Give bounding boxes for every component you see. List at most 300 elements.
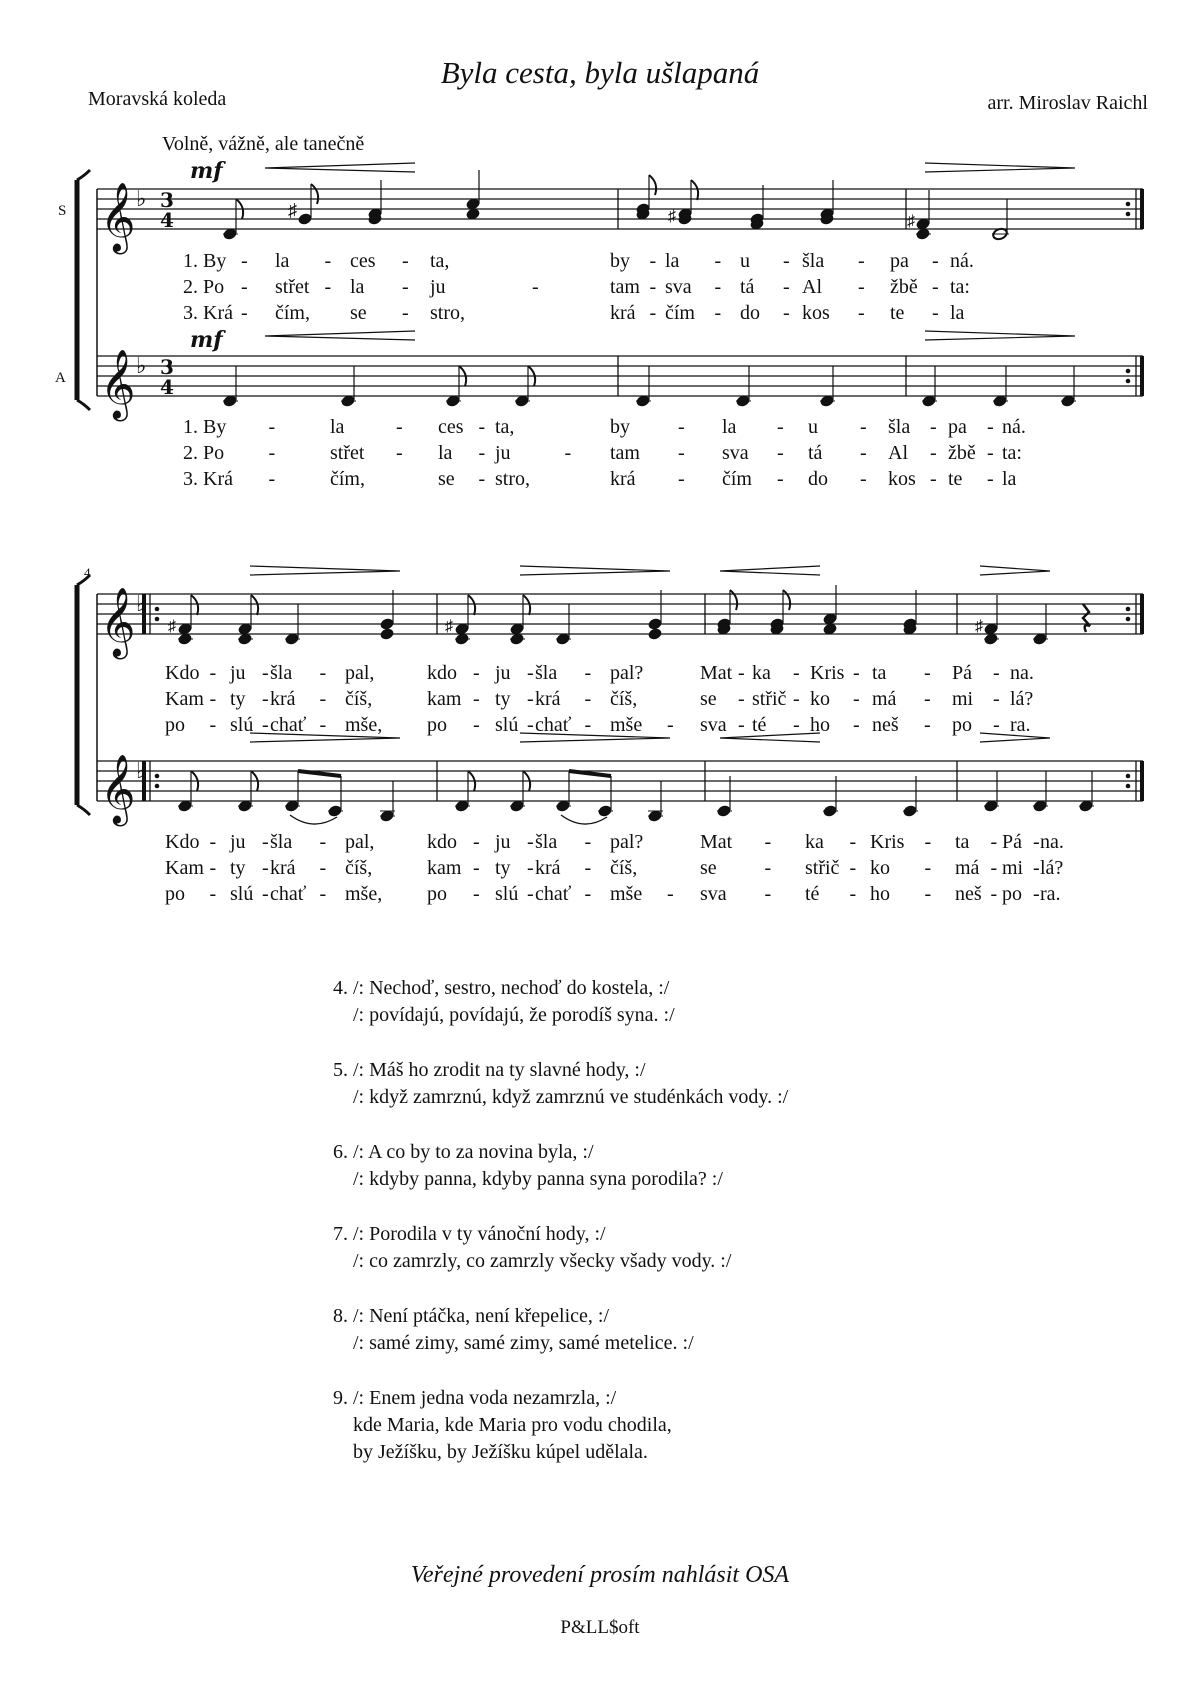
lyric-syllable: Al <box>802 276 822 298</box>
lyric-syllable: te <box>890 302 905 324</box>
verse-9: 9. /: Enem jedna voda nezamrzla, :/ kde Maria, kde Maria pro vodu chodila, by Ježíšku, by Ježíšku kúpel udělala. <box>333 1387 672 1463</box>
lyric-syllable: sva <box>700 714 727 736</box>
lyric-syllable: šla <box>270 831 293 853</box>
lyric-syllable: ju <box>230 662 246 684</box>
lyric-syllable: lá? <box>1040 857 1064 879</box>
lyric-hyphen: - <box>678 416 685 438</box>
lyric-syllable: kdo <box>427 831 457 853</box>
lyric-hyphen: - <box>764 857 772 879</box>
lyric-hyphen: - <box>858 276 865 298</box>
lyric-syllable: by <box>610 250 630 272</box>
lyric-hyphen: - <box>793 688 800 710</box>
lyric-syllable: ko <box>810 688 830 710</box>
lyric-syllable: po <box>165 883 185 905</box>
lyric-hyphen: - <box>858 302 865 324</box>
svg-text:♯: ♯ <box>168 618 176 635</box>
lyric-syllable: la <box>275 250 290 272</box>
lyric-hyphen: - <box>932 302 939 324</box>
lyric-hyphen: - <box>564 442 572 464</box>
lyric-syllable: číš, <box>345 857 373 879</box>
lyric-hyphen: - <box>241 302 248 324</box>
lyric-syllable: chať <box>270 714 307 736</box>
lyric-syllable: po <box>952 714 972 736</box>
lyric-syllable: slú <box>495 883 519 905</box>
lyric-hyphen: - <box>319 662 327 684</box>
lyric-hyphen: - <box>932 276 939 298</box>
lyric-syllable: 3. Krá <box>183 468 233 490</box>
lyric-syllable: ta: <box>1002 442 1022 464</box>
svg-text:4: 4 <box>160 208 174 232</box>
lyric-hyphen: - <box>667 714 674 736</box>
treble-clef-icon: 𝄞 <box>100 182 136 252</box>
svg-text:3: 3 <box>160 188 174 212</box>
lyric-hyphen: - <box>993 714 1000 736</box>
lyric-syllable: neš <box>872 714 899 736</box>
lyric-syllable: Mat <box>700 831 733 853</box>
lyric-syllable: sva <box>665 276 692 298</box>
lyric-hyphen: - <box>987 442 994 464</box>
lyric-syllable: lá? <box>1010 688 1034 710</box>
verse-4: 4. /: Nechoď, sestro, nechoď do kostela, :/ /: povídajú, povídajú, že porodíš syna. :/ <box>333 977 675 1026</box>
lyric-hyphen: - <box>714 276 722 298</box>
lyric-syllable: tá <box>740 276 755 298</box>
lyric-syllable: stro, <box>430 302 465 324</box>
lyric-syllable: slú <box>495 714 519 736</box>
lyric-syllable: pal, <box>345 831 375 853</box>
lyric-syllable: Kdo <box>165 662 200 684</box>
lyric-hyphen: - <box>209 883 217 905</box>
voice-label-soprano: S <box>58 203 67 219</box>
lyric-syllable: té <box>752 714 767 736</box>
lyric-hyphen: - <box>1033 857 1040 879</box>
lyric-hyphen: - <box>990 857 998 879</box>
lyric-syllable: šla <box>535 662 558 684</box>
dynamic-mf-alto: mf <box>190 327 223 353</box>
lyric-hyphen: - <box>990 883 998 905</box>
lyric-hyphen: - <box>473 688 480 710</box>
lyric-hyphen: - <box>268 442 276 464</box>
lyric-syllable: Mat <box>700 662 733 684</box>
lyric-hyphen: - <box>993 662 1000 684</box>
lyric-syllable: 1. By <box>183 416 227 438</box>
lyric-syllable: Al <box>888 442 908 464</box>
lyric-syllable: číš, <box>610 857 638 879</box>
lyric-hyphen: - <box>777 416 784 438</box>
lyric-hyphen: - <box>527 688 534 710</box>
lyric-syllable: ju <box>430 276 446 298</box>
lyric-hyphen: - <box>262 883 269 905</box>
lyric-syllable: kos <box>888 468 916 490</box>
lyric-syllable: tá <box>808 442 823 464</box>
lyric-hyphen: - <box>532 276 539 298</box>
lyric-syllable: Kris <box>870 831 905 853</box>
lyric-hyphen: - <box>319 857 327 879</box>
lyric-syllable: má <box>955 857 980 879</box>
lyric-hyphen: - <box>324 276 332 298</box>
lyric-syllable: ty <box>230 688 246 710</box>
lyric-syllable: pal? <box>610 831 644 853</box>
lyric-syllable: sva <box>700 883 727 905</box>
lyric-syllable: se <box>438 468 455 490</box>
lyric-hyphen: - <box>853 662 860 684</box>
lyric-syllable: ju <box>495 662 511 684</box>
lyric-syllable: mše <box>610 883 643 905</box>
lyric-syllable: do <box>808 468 828 490</box>
lyric-hyphen: - <box>584 857 592 879</box>
lyric-hyphen: - <box>319 831 327 853</box>
lyric-syllable: střič <box>805 857 840 879</box>
lyric-syllable: pa <box>948 416 967 438</box>
lyric-hyphen: - <box>930 468 937 490</box>
lyric-hyphen: - <box>783 250 790 272</box>
lyric-syllable: pal, <box>345 662 375 684</box>
lyric-hyphen: - <box>987 468 994 490</box>
lyric-hyphen: - <box>209 662 217 684</box>
lyric-hyphen: - <box>473 883 480 905</box>
lyric-syllable: krá <box>535 857 561 879</box>
lyric-hyphen: - <box>319 883 327 905</box>
lyric-syllable: la <box>330 416 345 438</box>
lyric-syllable: ta <box>872 662 887 684</box>
lyric-hyphen: - <box>402 250 409 272</box>
lyric-hyphen: - <box>990 831 998 853</box>
svg-text:♯: ♯ <box>668 208 676 225</box>
lyric-syllable: se <box>700 857 717 879</box>
lyric-hyphen: - <box>584 714 592 736</box>
publisher-brand: P&LL$oft <box>560 1617 640 1638</box>
lyric-hyphen: - <box>1033 883 1040 905</box>
soprano-notes-1 <box>223 170 1009 241</box>
lyric-syllable: střič <box>752 688 787 710</box>
lyric-syllable: číš, <box>345 688 373 710</box>
lyric-syllable: chať <box>535 883 572 905</box>
lyric-syllable: la <box>438 442 453 464</box>
lyric-hyphen: - <box>473 831 480 853</box>
lyric-hyphen: - <box>262 662 269 684</box>
lyric-hyphen: - <box>527 883 534 905</box>
lyric-hyphen: - <box>783 302 790 324</box>
lyric-syllable: la <box>722 416 737 438</box>
lyric-hyphen: - <box>478 442 486 464</box>
lyric-syllable: u <box>808 416 818 438</box>
arranger: arr. Miroslav Raichl <box>987 92 1148 114</box>
lyric-syllable: ju <box>230 831 246 853</box>
lyric-hyphen: - <box>860 416 867 438</box>
lyric-hyphen: - <box>478 416 486 438</box>
lyric-hyphen: - <box>324 250 332 272</box>
lyric-syllable: 2. Po <box>183 442 225 464</box>
lyric-syllable: kdo <box>427 662 457 684</box>
lyric-hyphen: - <box>930 442 937 464</box>
lyric-syllable: čím, <box>330 468 365 490</box>
svg-text:4: 4 <box>160 375 174 399</box>
lyric-hyphen: - <box>209 831 217 853</box>
lyric-syllable: má <box>872 688 897 710</box>
lyric-hyphen: - <box>268 468 276 490</box>
lyric-syllable: střet <box>275 276 310 298</box>
lyric-syllable: ka <box>805 831 824 853</box>
lyric-hyphen: - <box>924 831 932 853</box>
lyric-syllable: la <box>350 276 365 298</box>
lyric-syllable: Kam <box>165 688 204 710</box>
lyric-hyphen: - <box>209 688 217 710</box>
lyric-hyphen: - <box>849 883 857 905</box>
lyric-syllable: číš, <box>610 688 638 710</box>
lyric-syllable: stro, <box>495 468 530 490</box>
lyric-syllable: ces <box>438 416 464 438</box>
verse-8: 8. /: Není ptáčka, není křepelice, :/ /: samé zimy, samé zimy, samé metelice. :/ <box>333 1305 694 1354</box>
lyric-hyphen: - <box>793 714 800 736</box>
verse-6: 6. /: A co by to za novina byla, :/ /: kdyby panna, kdyby panna syna porodila? :/ <box>333 1141 723 1190</box>
lyric-hyphen: - <box>853 714 860 736</box>
lyric-syllable: krá <box>535 688 561 710</box>
lyric-hyphen: - <box>764 883 772 905</box>
lyric-hyphen: - <box>714 250 722 272</box>
lyric-hyphen: - <box>924 688 931 710</box>
lyric-syllable: ná. <box>950 250 974 272</box>
lyric-hyphen: - <box>478 468 486 490</box>
lyric-syllable: krá <box>270 857 296 879</box>
lyric-hyphen: - <box>473 662 480 684</box>
flat-key-icon: ♭ <box>136 592 147 617</box>
lyric-hyphen: - <box>649 276 657 298</box>
lyric-syllable: ty <box>230 857 246 879</box>
lyric-hyphen: - <box>262 714 269 736</box>
lyric-syllable: slú <box>230 714 254 736</box>
tempo-marking: Volně, vážně, ale tanečně <box>162 133 365 155</box>
lyric-syllable: Kdo <box>165 831 200 853</box>
lyric-syllable: krá <box>610 468 636 490</box>
lyric-hyphen: - <box>584 883 592 905</box>
lyric-syllable: mše, <box>345 714 383 736</box>
lyric-syllable: la <box>1002 468 1017 490</box>
lyric-hyphen: - <box>473 714 480 736</box>
lyric-hyphen: - <box>738 688 745 710</box>
treble-clef-icon: 𝄞 <box>100 754 136 824</box>
lyric-hyphen: - <box>262 831 269 853</box>
lyric-hyphen: - <box>987 416 994 438</box>
lyric-syllable: ta: <box>950 276 970 298</box>
lyric-syllable: ná. <box>1002 416 1026 438</box>
lyric-syllable: po <box>427 714 447 736</box>
lyric-hyphen: - <box>860 468 867 490</box>
svg-text:♯: ♯ <box>975 618 983 635</box>
lyric-syllable: ju <box>495 442 511 464</box>
treble-clef-icon: 𝄞 <box>100 349 136 419</box>
lyric-syllable: ces <box>350 250 376 272</box>
lyric-hyphen: - <box>924 714 931 736</box>
lyric-syllable: te <box>948 468 963 490</box>
lyric-hyphen: - <box>678 468 685 490</box>
lyric-syllable: mi <box>952 688 974 710</box>
lyric-syllable: 1. By <box>183 250 227 272</box>
lyric-syllable: kos <box>802 302 830 324</box>
lyric-hyphen: - <box>473 857 480 879</box>
lyric-syllable: Pá <box>1002 831 1022 853</box>
lyric-syllable: střet <box>330 442 365 464</box>
lyric-hyphen: - <box>209 714 217 736</box>
lyric-syllable: šla <box>270 662 293 684</box>
lyric-syllable: ta, <box>430 250 450 272</box>
lyric-hyphen: - <box>527 714 534 736</box>
lyric-hyphen: - <box>738 662 745 684</box>
lyric-hyphen: - <box>860 442 867 464</box>
lyric-syllable: čím, <box>275 302 310 324</box>
lyric-hyphen: - <box>241 250 248 272</box>
lyric-syllable: ty <box>495 857 511 879</box>
lyric-syllable: la <box>950 302 965 324</box>
lyric-syllable: na. <box>1010 662 1034 684</box>
dynamic-mf-soprano: mf <box>190 158 223 184</box>
lyric-syllable: šla <box>802 250 825 272</box>
lyric-syllable: ta <box>955 831 970 853</box>
lyric-hyphen: - <box>930 416 937 438</box>
lyric-hyphen: - <box>241 276 248 298</box>
staff-alto-1 <box>97 356 1143 396</box>
lyric-syllable: 2. Po <box>183 276 225 298</box>
lyric-hyphen: - <box>584 831 592 853</box>
lyric-syllable: la <box>665 250 680 272</box>
lyric-syllable: chať <box>270 883 307 905</box>
lyric-hyphen: - <box>402 302 409 324</box>
svg-text:♯: ♯ <box>907 213 915 230</box>
lyric-syllable: pal? <box>610 662 644 684</box>
lyric-hyphen: - <box>777 468 784 490</box>
lyric-hyphen: - <box>262 688 269 710</box>
lyric-syllable: Kam <box>165 857 204 879</box>
lyric-syllable: po <box>427 883 447 905</box>
lyric-hyphen: - <box>924 857 932 879</box>
lyric-syllable: pa <box>890 250 909 272</box>
lyric-hyphen: - <box>209 857 217 879</box>
lyric-syllable: ta, <box>495 416 515 438</box>
lyric-syllable: Pá <box>952 662 972 684</box>
lyric-hyphen: - <box>924 662 931 684</box>
flat-key-icon: ♭ <box>136 354 147 379</box>
lyric-syllable: se <box>700 688 717 710</box>
lyric-syllable: tam <box>610 276 640 298</box>
lyric-syllable: po <box>1002 883 1022 905</box>
lyric-syllable: šla <box>888 416 911 438</box>
lyric-syllable: na. <box>1040 831 1064 853</box>
lyric-syllable: po <box>165 714 185 736</box>
lyric-syllable: mše <box>610 714 643 736</box>
lyric-syllable: se <box>350 302 367 324</box>
lyric-hyphen: - <box>649 250 657 272</box>
measure-number: 4 <box>84 565 91 580</box>
svg-text:3: 3 <box>160 355 174 379</box>
lyric-hyphen: - <box>396 442 403 464</box>
lyric-syllable: by <box>610 416 630 438</box>
lyric-hyphen: - <box>853 688 860 710</box>
lyric-hyphen: - <box>1033 831 1040 853</box>
lyric-syllable: sva <box>722 442 749 464</box>
lyric-syllable: slú <box>230 883 254 905</box>
song-title: Byla cesta, byla ušlapaná <box>440 55 760 90</box>
lyric-hyphen: - <box>584 662 592 684</box>
lyric-hyphen: - <box>924 883 932 905</box>
lyric-hyphen: - <box>858 250 865 272</box>
lyric-syllable: neš <box>955 883 982 905</box>
lyric-syllable: krá <box>270 688 296 710</box>
lyric-hyphen: - <box>678 442 685 464</box>
verse-5: 5. /: Máš ho zrodit na ty slavné hody, :/ /: když zamrznú, když zamrznú ve studénkách vody. :/ <box>333 1059 789 1108</box>
treble-clef-icon: 𝄞 <box>100 587 136 657</box>
lyric-syllable: žbě <box>890 276 918 298</box>
song-origin: Moravská koleda <box>88 88 227 110</box>
lyric-hyphen: - <box>527 662 534 684</box>
lyric-hyphen: - <box>849 831 857 853</box>
lyric-hyphen: - <box>849 857 857 879</box>
lyric-syllable: mše, <box>345 883 383 905</box>
lyric-hyphen: - <box>667 883 674 905</box>
svg-text:♯: ♯ <box>288 200 297 220</box>
lyric-hyphen: - <box>793 662 800 684</box>
lyric-hyphen: - <box>396 416 403 438</box>
lyric-hyphen: - <box>268 416 276 438</box>
lyric-syllable: mi <box>1002 857 1024 879</box>
lyric-syllable: kam <box>427 688 462 710</box>
lyric-syllable: u <box>740 250 750 272</box>
lyric-syllable: kam <box>427 857 462 879</box>
lyric-syllable: Kris <box>810 662 845 684</box>
voice-label-alto: A <box>55 370 66 386</box>
flat-key-icon: ♭ <box>136 759 147 784</box>
lyric-syllable: ju <box>495 831 511 853</box>
lyric-hyphen: - <box>319 688 327 710</box>
lyric-hyphen: - <box>402 276 409 298</box>
lyric-hyphen: - <box>993 688 1000 710</box>
quarter-rest-icon <box>1083 604 1090 632</box>
lyric-hyphen: - <box>319 714 327 736</box>
flat-key-icon: ♭ <box>136 187 147 212</box>
lyric-syllable: ty <box>495 688 511 710</box>
lyric-syllable: ra. <box>1040 883 1061 905</box>
lyric-hyphen: - <box>738 714 745 736</box>
lyric-syllable: ko <box>870 857 890 879</box>
alto-notes-1 <box>223 366 1076 407</box>
lyric-hyphen: - <box>527 831 534 853</box>
lyric-syllable: 3. Krá <box>183 302 233 324</box>
lyric-syllable: do <box>740 302 760 324</box>
lyric-syllable: tam <box>610 442 640 464</box>
lyric-syllable: šla <box>535 831 558 853</box>
verse-7: 7. /: Porodila v ty vánoční hody, :/ /: co zamrzly, co zamrzly všecky všady vody. :/ <box>333 1223 732 1272</box>
lyric-syllable: ho <box>810 714 830 736</box>
svg-text:♯: ♯ <box>445 618 453 635</box>
staff-alto-2 <box>97 761 1143 801</box>
lyric-syllable: chať <box>535 714 572 736</box>
lyric-syllable: ka <box>752 662 771 684</box>
performance-notice: Veřejné provedení prosím nahlásit OSA <box>410 1562 790 1588</box>
lyric-syllable: žbě <box>948 442 976 464</box>
lyric-hyphen: - <box>783 276 790 298</box>
additional-verses <box>333 975 788 1494</box>
lyric-syllable: té <box>805 883 820 905</box>
lyric-syllable: ho <box>870 883 890 905</box>
lyric-syllable: ra. <box>1010 714 1031 736</box>
lyric-hyphen: - <box>714 302 722 324</box>
lyric-syllable: krá <box>610 302 636 324</box>
lyric-hyphen: - <box>584 688 592 710</box>
lyric-syllable: čím <box>722 468 752 490</box>
lyric-hyphen: - <box>764 831 772 853</box>
lyric-hyphen: - <box>649 302 657 324</box>
lyric-hyphen: - <box>262 857 269 879</box>
lyric-hyphen: - <box>527 857 534 879</box>
staff-soprano-1 <box>97 189 1143 229</box>
lyric-hyphen: - <box>777 442 784 464</box>
